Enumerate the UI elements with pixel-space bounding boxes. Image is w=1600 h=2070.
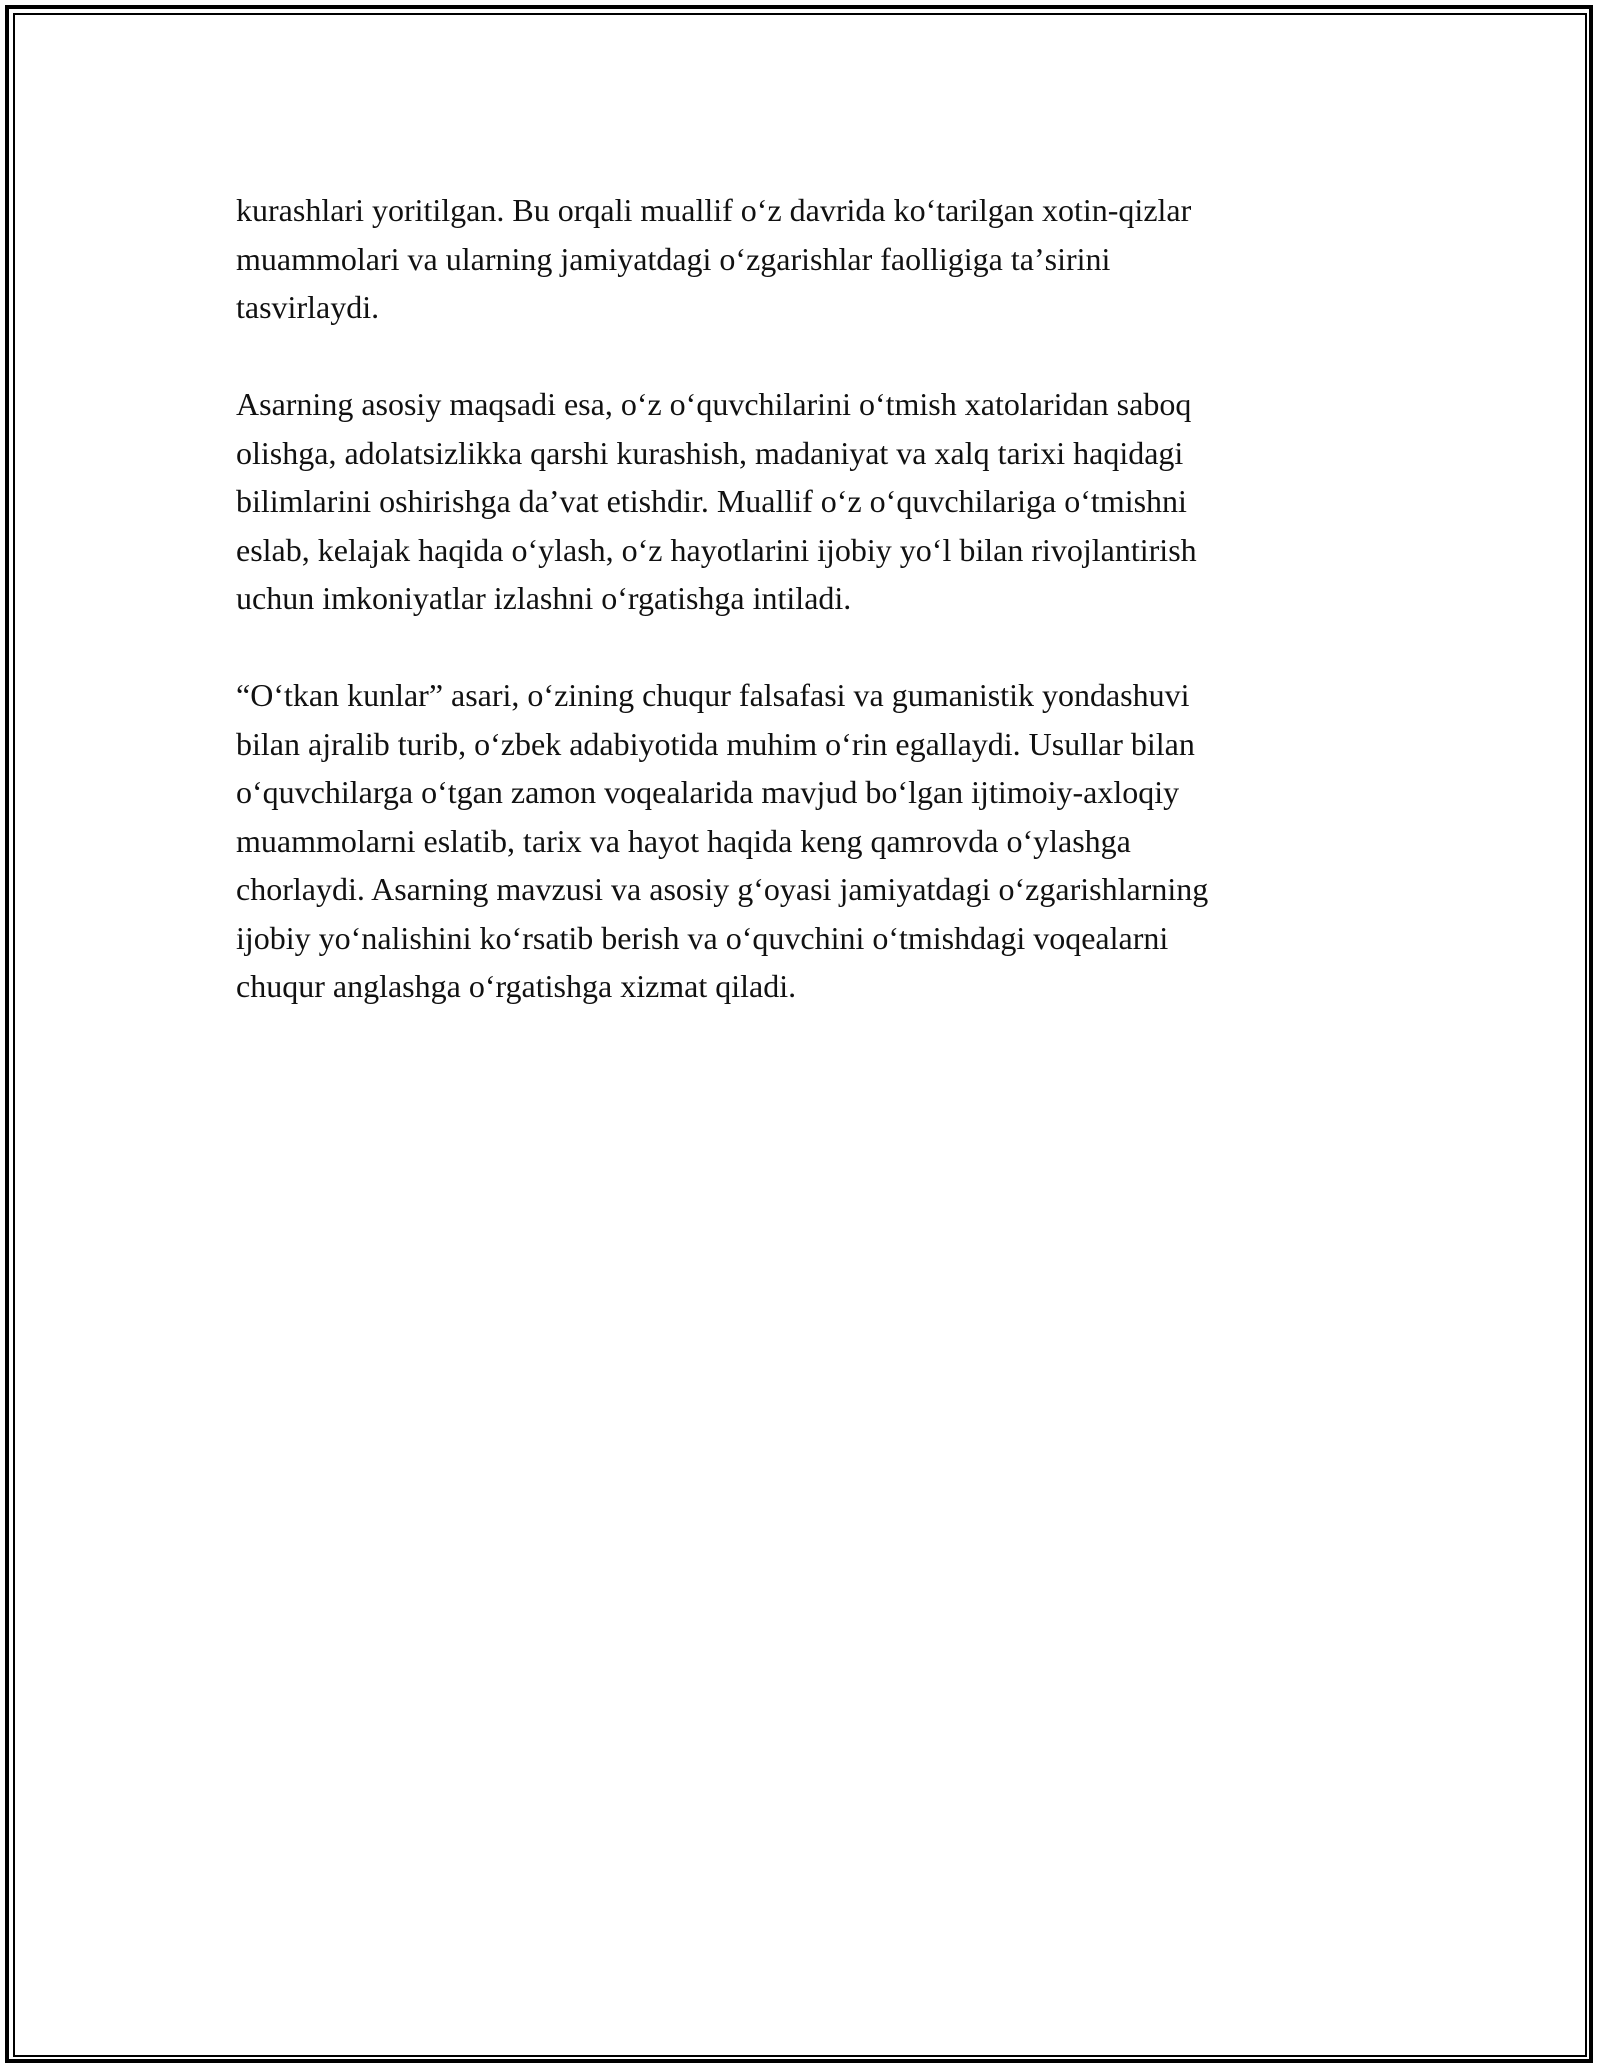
paragraph-1: kurashlari yoritilgan. Bu orqali muallif oʻz davrida koʻtarilgan xotin-qizlar muammolari va ularning jamiyatdagi oʻzgarishlar faolligiga taʼsirini tasvirlaydi. [236, 192, 1192, 325]
document-body [236, 186, 1376, 1059]
paragraph-3: “Oʻtkan kunlar” asari, oʻzining chuqur falsafasi va gumanistik yondashuvi bilan ajralib turib, oʻzbek adabiyotida muhim oʻrin egallaydi. Usullar bilan oʻquvchilarga oʻtgan zamon voqealarida mavjud boʻlgan ijtimoiy-axloqiy muammolarni eslatib, tarix va hayot haqida keng qamrovda oʻylashga chorlaydi. Asarning mavzusi va asosiy gʻoyasi jamiyatdagi oʻzgarishlarning ijobiy yoʻnalishini koʻrsatib berish va oʻquvchini oʻtmishdagi voqealarni chuqur anglashga oʻrgatishga xizmat qiladi. [236, 677, 1209, 1004]
paragraph-2: Asarning asosiy maqsadi esa, oʻz oʻquvchilarini oʻtmish xatolaridan saboq olishga, adolatsizlikka qarshi kurashish, madaniyat va xalq tarixi haqidagi bilimlarini oshirishga daʼvat etishdir. Muallif oʻz oʻquvchilariga oʻtmishni eslab, kelajak haqida oʻylash, oʻz hayotlarini ijobiy yoʻl bilan rivojlantirish uchun imkoniyatlar izlashni oʻrgatishga intiladi. [236, 386, 1197, 616]
